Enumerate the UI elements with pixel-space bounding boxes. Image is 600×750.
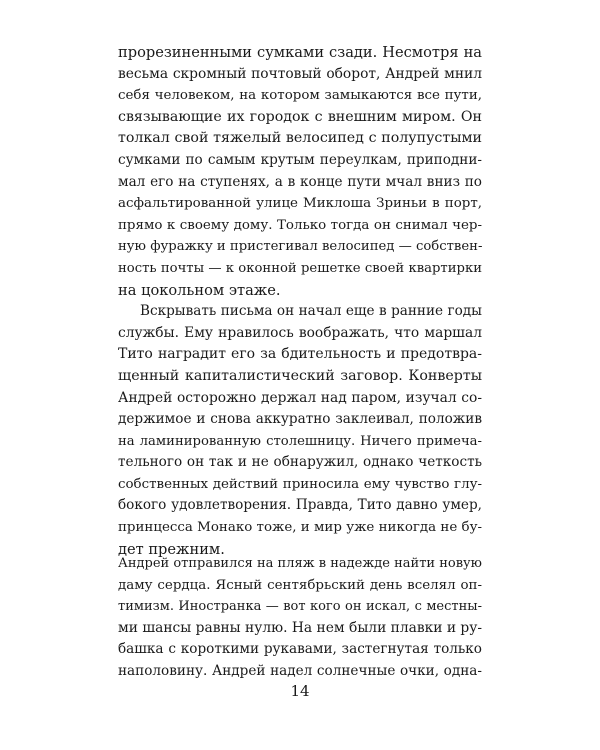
text-line: ную фуражку и пристегивал велосипед — собствен- bbox=[118, 239, 483, 255]
text-line: наполовину. Андрей надел солнечные очки, одна- bbox=[118, 662, 482, 679]
text-line: асфальтированной улице Миклоша Зриньи в порт, bbox=[118, 196, 482, 212]
text-line: себя человеком, на котором замыкаются все пути, bbox=[118, 88, 482, 104]
text-line: держимое и снова аккуратно заклеивал, положив bbox=[118, 411, 482, 428]
text-line: тимизм. Иностранка — вот кого он искал, с местны- bbox=[118, 599, 482, 615]
page-number: 14 bbox=[290, 682, 310, 700]
text-line: ми шансы равны нулю. На нем были плавки и ру- bbox=[118, 619, 483, 636]
text-line: службы. Ему нравилось воображать, что маршал bbox=[118, 324, 482, 341]
paragraph-3 bbox=[118, 553, 482, 683]
text-block-bottom bbox=[118, 553, 482, 683]
text-line: дет прежним. bbox=[118, 540, 225, 558]
paragraph-1 bbox=[118, 42, 482, 301]
text-line: Андрей осторожно держал над паром, изучал со- bbox=[118, 389, 482, 406]
text-line: бокого удовлетворения. Правда, Тито давно умер, bbox=[118, 497, 482, 514]
text-line: принцесса Монако тоже, и мир уже никогда не бу- bbox=[118, 520, 482, 536]
text-line: толкал свой тяжелый велосипед с полупустыми bbox=[118, 130, 482, 147]
text-block-top bbox=[118, 42, 482, 560]
text-line: тельного он так и не обнаружил, однако четкость bbox=[118, 454, 482, 471]
text-line: на цокольном этаже. bbox=[118, 281, 281, 299]
text-line: даму сердца. Ясный сентябрьский день вселял оп- bbox=[118, 577, 482, 593]
text-line: щенный капиталистический заговор. Конверты bbox=[118, 367, 482, 384]
text-line: мал его на ступенях, а в конце пути мчал вниз по bbox=[118, 173, 482, 190]
text-line: Андрей отправился на пляж в надежде найти новую bbox=[118, 556, 482, 571]
text-line: связывающие их городок с внешним миром. Он bbox=[118, 108, 482, 125]
text-line: весьма скромный почтовый оборот, Андрей мнил bbox=[118, 65, 482, 82]
text-line: на ламинированную столешницу. Ничего примеча- bbox=[118, 433, 482, 449]
text-line: ность почты — к оконной решетке своей квартирки bbox=[118, 260, 482, 276]
text-line: Вскрывать письма он начал еще в ранние годы bbox=[140, 303, 482, 320]
text-line: башка с короткими рукавами, застегнутая только bbox=[118, 641, 482, 658]
text-line: прорезиненными сумками сзади. Несмотря на bbox=[118, 44, 482, 61]
text-line: Тито наградит его за бдительность и предотвра- bbox=[118, 346, 482, 363]
text-line: прямо к своему дому. Только тогда он снимал чер- bbox=[118, 217, 482, 233]
text-line: собственных действий приносила ему чувство глу- bbox=[118, 476, 482, 492]
paragraph-2 bbox=[118, 301, 482, 560]
text-line: сумками по самым крутым переулкам, приподни- bbox=[118, 151, 482, 168]
